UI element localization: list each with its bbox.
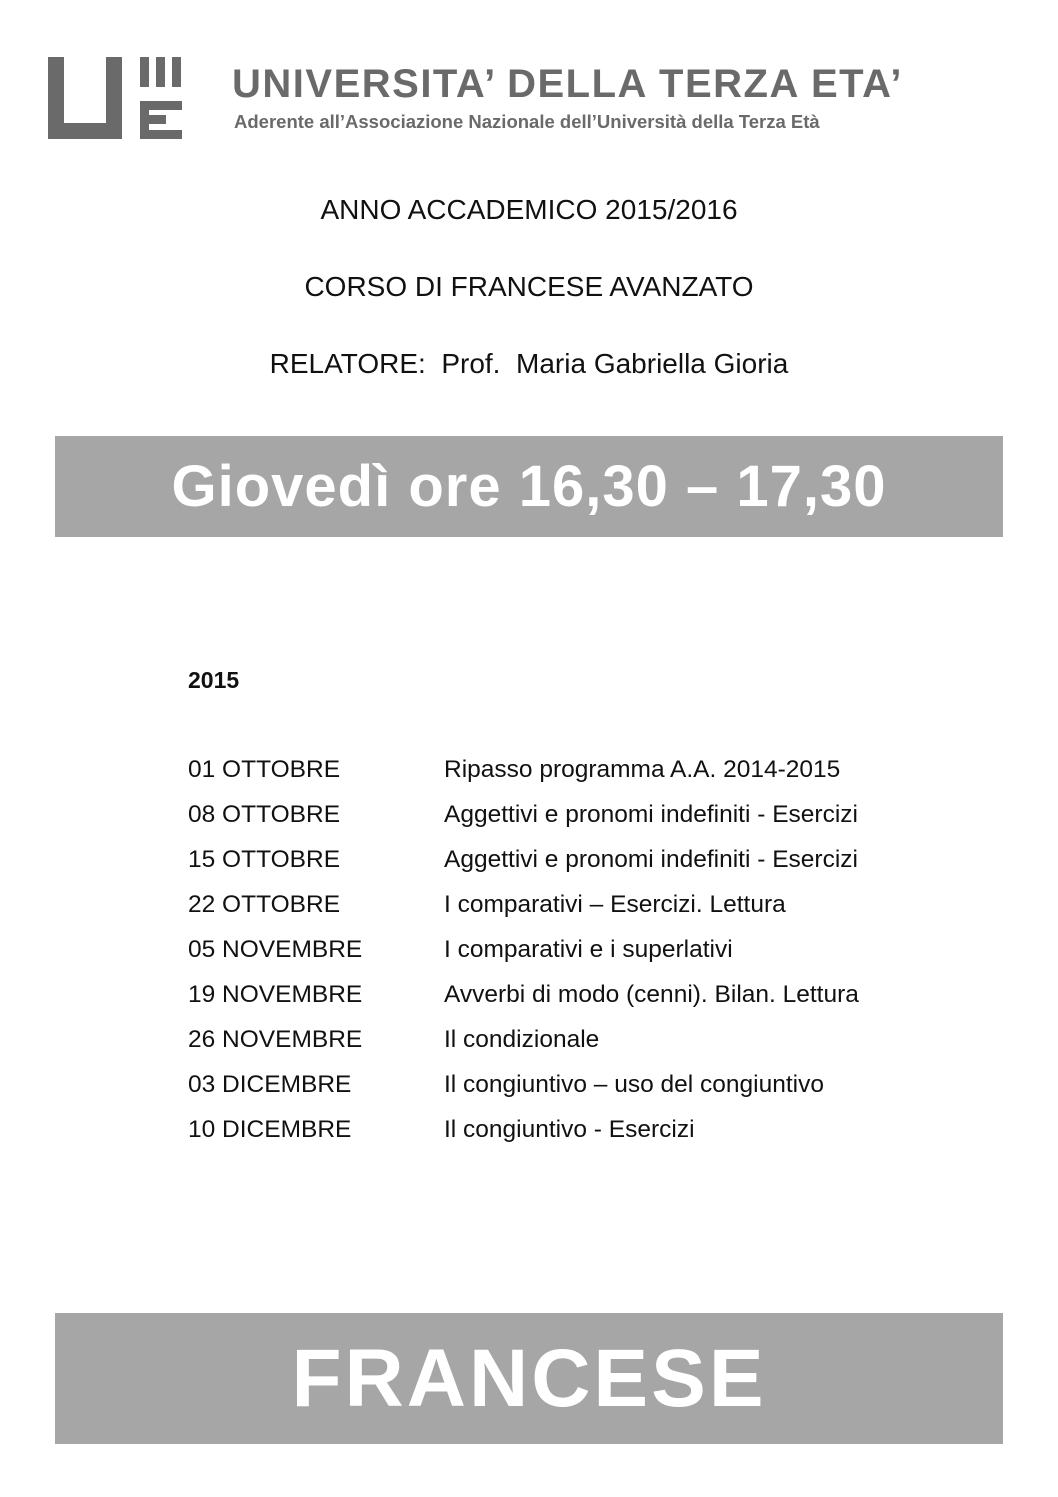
lesson-date: 26 NOVEMBRE xyxy=(188,1026,363,1053)
lesson-topic: Aggettivi e pronomi indefiniti - Esercizi xyxy=(444,801,858,828)
lesson-date: 01 OTTOBRE xyxy=(188,756,341,783)
ute-logo-icon xyxy=(48,57,182,139)
lesson-row xyxy=(188,1025,948,1070)
lesson-date: 19 NOVEMBRE xyxy=(188,981,363,1008)
lesson-date: 08 OTTOBRE xyxy=(188,801,341,828)
course-name: CORSO DI FRANCESE AVANZATO xyxy=(304,271,754,302)
lesson-row xyxy=(188,755,948,800)
lesson-date: 05 NOVEMBRE xyxy=(188,936,363,963)
lesson-topic: I comparativi e i superlativi xyxy=(444,936,733,963)
institution-subtitle: Aderente all’Associazione Nazionale dell’Università della Terza Età xyxy=(234,111,820,132)
subject-banner: FRANCESE xyxy=(55,1313,1003,1444)
lesson-row xyxy=(188,890,948,935)
lecturer: RELATORE: Prof. Maria Gabriella Gioria xyxy=(269,348,789,379)
lesson-row xyxy=(188,845,948,890)
lesson-row xyxy=(188,800,948,845)
year-label: 2015 xyxy=(188,667,240,693)
academic-year: ANNO ACCADEMICO 2015/2016 xyxy=(320,194,738,225)
lesson-row xyxy=(188,980,948,1025)
lesson-row xyxy=(188,1115,948,1160)
lesson-topic: Il congiuntivo – uso del congiuntivo xyxy=(444,1071,825,1098)
lesson-topic: Ripasso programma A.A. 2014-2015 xyxy=(444,756,841,783)
lesson-row xyxy=(188,1070,948,1115)
lesson-topic: Il condizionale xyxy=(444,1026,600,1053)
institution-title: UNIVERSITA’ DELLA TERZA ETA’ xyxy=(232,62,903,106)
lesson-date: 10 DICEMBRE xyxy=(188,1116,352,1143)
lesson-topic: I comparativi – Esercizi. Lettura xyxy=(444,891,786,918)
lesson-row xyxy=(188,935,948,980)
lesson-date: 03 DICEMBRE xyxy=(188,1071,352,1098)
schedule-banner: Giovedì ore 16,30 – 17,30 xyxy=(55,436,1003,537)
lesson-topic: Aggettivi e pronomi indefiniti - Esercizi xyxy=(444,846,858,873)
lesson-date: 15 OTTOBRE xyxy=(188,846,341,873)
lesson-topic: Il congiuntivo - Esercizi xyxy=(444,1116,695,1143)
lesson-list xyxy=(188,755,948,1160)
lesson-topic: Avverbi di modo (cenni). Bilan. Lettura xyxy=(444,981,859,1008)
lesson-date: 22 OTTOBRE xyxy=(188,891,341,918)
